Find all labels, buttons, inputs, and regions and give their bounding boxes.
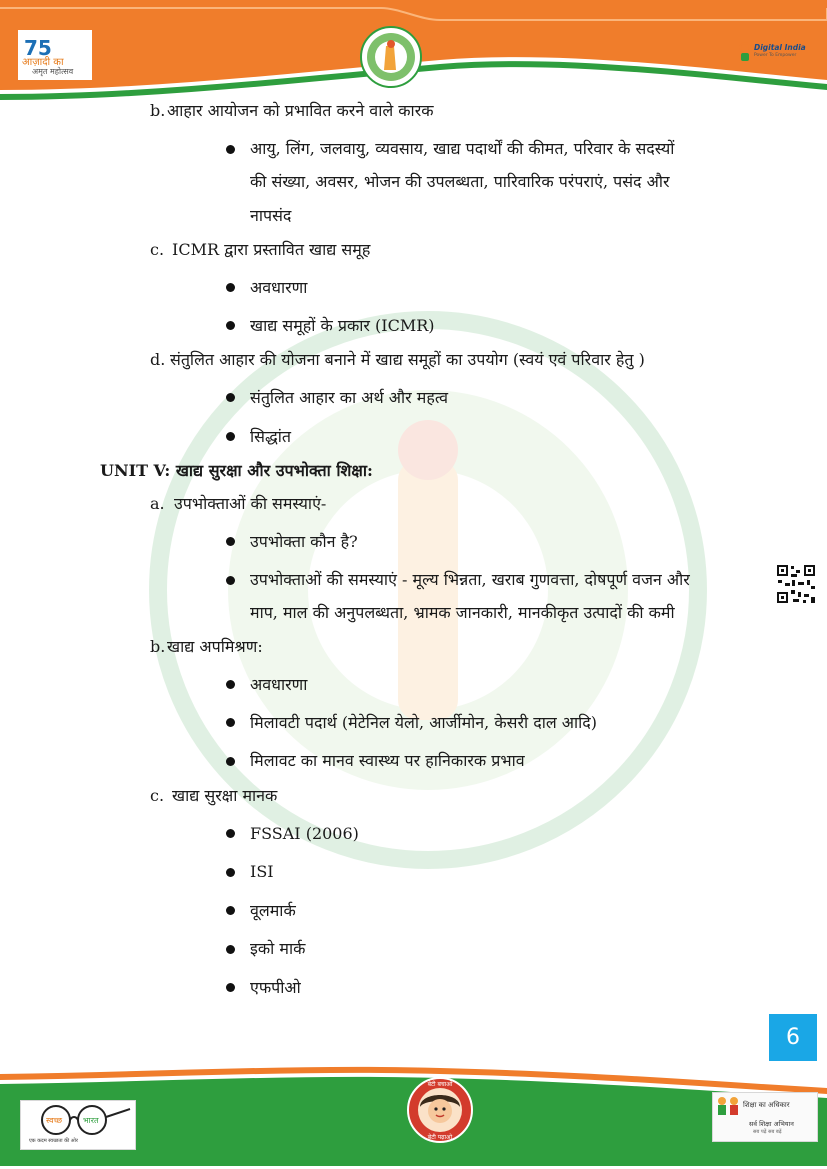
bullet-icon (226, 906, 235, 915)
bullet-icon (226, 757, 235, 766)
azadi-logo-line1: आज़ादी का (22, 57, 64, 68)
beti-emblem-bottom-text: बेटी पढ़ाओ (427, 1134, 453, 1141)
page-number: 6 (769, 1014, 817, 1061)
swachh-tagline: एक कदम स्वच्छता की ओर (29, 1138, 78, 1144)
bullet-icon (226, 432, 235, 441)
bullet-text: वूलमार्क (250, 901, 296, 920)
shiksha-logo-line3: सब पढ़ें सब बढ़ें (753, 1129, 782, 1135)
shiksha-logo-line2: सर्व शिक्षा अभियान (749, 1120, 794, 1128)
azadi-logo-number: 75 (24, 36, 52, 60)
section-heading: उपभोक्ताओं की समस्याएं- (174, 494, 327, 513)
bullet-icon (226, 829, 235, 838)
bullet-icon (226, 983, 235, 992)
qr-code-icon[interactable] (776, 564, 816, 604)
bullet-text: अवधारणा (250, 278, 308, 297)
bullet-text: आयु, लिंग, जलवायु, व्यवसाय, खाद्य पदार्थों की कीमत, परिवार के सदस्यों (250, 139, 675, 158)
digital-india-tagline: Power To Empower (754, 53, 797, 58)
bullet-icon (226, 718, 235, 727)
bullet-icon (226, 576, 235, 585)
section-heading: ICMR द्वारा प्रस्तावित खाद्य समूह (172, 240, 371, 259)
bullet-text: खाद्य समूहों के प्रकार (ICMR) (250, 316, 435, 335)
gandhi-glasses-icon (22, 1103, 136, 1137)
unit-title: UNIT V: खाद्य सुरक्षा और उपभोक्ता शिक्षा: (100, 461, 373, 480)
bullet-icon (226, 283, 235, 292)
beti-emblem-top-text: बेटी बचाओ (427, 1081, 453, 1088)
bharat-word: भारत (83, 1116, 99, 1125)
section-marker: d. (150, 350, 166, 369)
bullet-text: नापसंद (250, 206, 292, 225)
digital-india-label: Digital India (754, 43, 806, 52)
bullet-text: मिलावटी पदार्थ (मेटेनिल येलो, आर्जीमोन, केसरी दाल आदि) (250, 713, 598, 732)
bullet-text: संतुलित आहार का अर्थ और महत्व (250, 388, 449, 407)
bullet-text: उपभोक्ता कौन है? (250, 532, 358, 551)
swachh-bharat-logo (20, 1100, 136, 1150)
bullet-icon (226, 680, 235, 689)
bullet-text: ISI (250, 862, 274, 881)
azadi-logo-line2: अमृत महोत्सव (32, 67, 74, 76)
section-heading: खाद्य सुरक्षा मानक (172, 786, 278, 805)
bullet-text: उपभोक्ताओं की समस्याएं - मूल्य भिन्नता, खराब गुणवत्ता, दोषपूर्ण वजन और (250, 570, 690, 589)
bullet-text: FSSAI (2006) (250, 824, 359, 843)
children-reading-icon (715, 1095, 741, 1117)
bullet-icon (226, 868, 235, 877)
section-marker: c. (150, 786, 165, 805)
section-marker: a. (150, 494, 165, 513)
bullet-icon (226, 945, 235, 954)
bullet-text: सिद्धांत (250, 427, 292, 446)
section-heading: आहार आयोजन को प्रभावित करने वाले कारक (167, 101, 434, 120)
section-marker: b. (150, 101, 166, 120)
bullet-icon (226, 321, 235, 330)
section-marker: c. (150, 240, 165, 259)
bullet-text: इको मार्क (250, 939, 306, 958)
bullet-icon (226, 145, 235, 154)
beti-bachao-beti-padhao-emblem-icon (406, 1077, 474, 1143)
bullet-text: एफपीओ (250, 978, 301, 997)
section-heading: संतुलित आहार की योजना बनाने में खाद्य समूहों का उपयोग (स्वयं एवं परिवार हेतु ) (170, 350, 645, 369)
bullet-text: माप, माल की अनुपलब्धता, भ्रामक जानकारी, मानकीकृत उत्पादों की कमी (250, 603, 675, 622)
shiksha-logo-title: शिक्षा का अधिकार (743, 1101, 790, 1109)
swachh-word: स्वच्छ (46, 1116, 63, 1125)
section-marker: b. (150, 637, 166, 656)
shiksha-ka-adhikar-logo (712, 1092, 818, 1142)
section-heading: खाद्य अपमिश्रण: (167, 637, 263, 656)
bullet-text: की संख्या, अवसर, भोजन की उपलब्धता, पारिवारिक परंपराएं, पसंद और (250, 172, 670, 191)
bullet-icon (226, 393, 235, 402)
bullet-text: अवधारणा (250, 675, 308, 694)
bullet-icon (226, 537, 235, 546)
bullet-text: मिलावट का मानव स्वास्थ्य पर हानिकारक प्रभाव (250, 751, 525, 770)
